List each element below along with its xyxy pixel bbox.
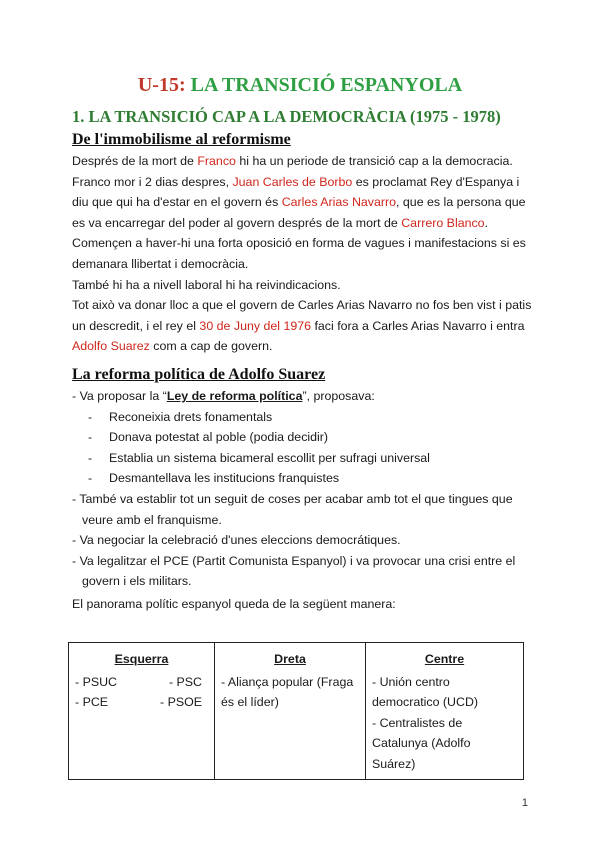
list-item: - Establia un sistema bicameral escollit per sufragi universal (88, 450, 430, 465)
unit-number: U-15: (137, 74, 186, 96)
highlight-carrero-blanco: Carrero Blanco (401, 215, 485, 230)
section-heading: 1. LA TRANSICIÓ CAP A LA DEMOCRÀCIA (1975 - 1978) (72, 107, 501, 126)
list-item: - Desmantellava les institucions franquistes (88, 471, 340, 486)
highlight-franco: Franco (197, 154, 236, 168)
unit-title: LA TRANSICIÓ ESPANYOLA (190, 74, 463, 96)
list-item: - Donava potestat al poble (podia decidir) (88, 430, 329, 445)
law-name: Ley de reforma política (166, 389, 303, 403)
list-item-continued: govern i els militars. (82, 574, 192, 589)
intro-paragraph: Després de la mort de Franco hi ha un periode de transició cap a la democracia. Franco mor i 2 dias despres, Juan Carles de Borbo es proclamat Rey d'Espanya i diu que qui ha d'estar en el govern és Carles Arias Navarro, que es la persona que es va encarregar del poder al govern després de la mort de Carrero Blanco. Començen a haver-hi una forta oposició en forma de vagues i manifestacions si es demanara llibertat i democràcia. També hi ha a nivell laboral hi ha reivindicacions. Tot això va donar lloc a que el govern de Carles Arias Navarro no fos ben vist i patis un descredit, i el rey el 30 de Juny del 1976 faci fora a Carles Arias Navarro i entra Adolfo Suarez com a cap de govern. (72, 154, 532, 354)
reform-list (72, 386, 542, 615)
political-panorama-table (68, 642, 524, 780)
list-item: - Va proposar la “Ley de reforma política”, proposava: (72, 389, 375, 403)
panorama-intro: El panorama polític espanyol queda de la següent manera: (72, 596, 396, 611)
list-item: - Va negociar la celebració d'unes eleccions democrátiques. (72, 533, 401, 548)
column-header-dreta: Dreta (274, 652, 306, 666)
highlight-juan-carles: Juan Carles de Borbo (232, 174, 353, 189)
list-item: - Reconeixia drets fonamentals (88, 409, 273, 424)
list-item-continued: veure amb el franquisme. (82, 512, 222, 527)
column-centre: Centre - Unión centro democratico (UCD) - Centralistes de Catalunya (Adolfo Suárez) (366, 643, 524, 780)
list-item: - Va legalitzar el PCE (Partit Comunista Espanyol) i va provocar una crisi entre el (72, 553, 516, 568)
column-header-centre: Centre (424, 652, 465, 666)
highlight-date: 30 de Juny del 1976 (199, 318, 312, 333)
subsection-heading-immobilisme: De l'immobilisme al reformisme (72, 131, 291, 148)
list-item: - També va establir tot un seguit de coses per acabar amb tot el que tingues que (72, 491, 513, 506)
column-esquerra: Esquerra - PSUC - PSC - PCE - PSOE (69, 643, 215, 780)
page-number: 1 (521, 797, 528, 809)
subsection-heading-reforma: La reforma política de Adolfo Suarez (72, 366, 326, 383)
highlight-arias-navarro: Carles Arias Navarro (281, 195, 397, 210)
page-title (0, 74, 600, 97)
column-header-esquerra: Esquerra (114, 652, 169, 666)
column-dreta: Dreta - Aliança popular (Fraga és el líder) (215, 643, 366, 780)
highlight-adolfo-suarez: Adolfo Suarez (72, 339, 150, 354)
